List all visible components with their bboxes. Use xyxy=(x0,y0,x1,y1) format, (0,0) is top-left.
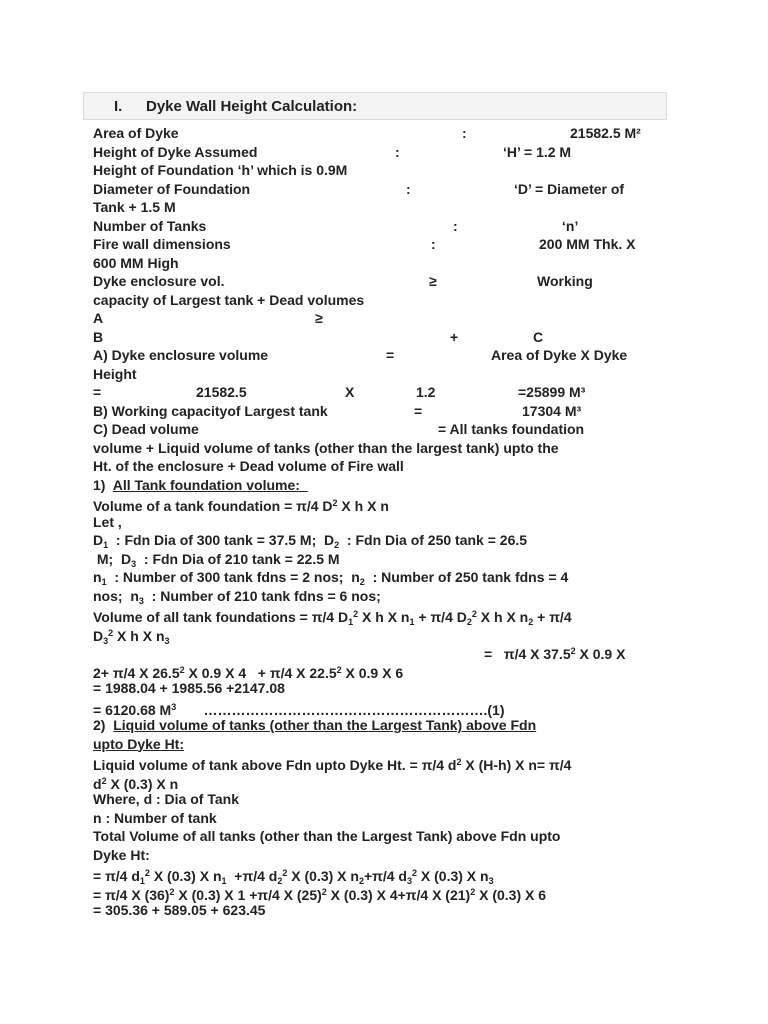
volume-sum: = 1988.04 + 1985.56 +2147.08 xyxy=(93,680,285,696)
area-colon: : xyxy=(462,125,467,141)
height-colon: : xyxy=(395,143,400,160)
total-sum-row xyxy=(93,901,673,920)
ra-equals: = xyxy=(386,347,395,363)
n-row-1 xyxy=(93,568,673,587)
step2-heading-2: upto Dyke Ht: xyxy=(93,735,184,752)
step2-heading-1: 2) Liquid volume of tanks (other than the Largest Tank) above Fdn xyxy=(93,717,537,733)
enclosure-value: Working xyxy=(537,273,593,289)
firewall-colon: : xyxy=(431,236,436,252)
total-volume-row-2 xyxy=(93,846,673,865)
diameter-value: ‘D’ = Diameter of xyxy=(514,180,625,197)
document-body xyxy=(93,124,673,920)
calc-height: 1.2 xyxy=(416,384,436,400)
step2-heading-text-1: Liquid volume of tanks (other than the Largest Tank) above Fdn xyxy=(113,717,537,733)
rc-value: = All tanks foundation xyxy=(438,421,585,437)
volume-all-row-2 xyxy=(93,624,673,646)
liquid-formula-2: $d^2$ X (0.3) X n xyxy=(93,775,179,792)
enclosure-cont-row xyxy=(93,291,673,310)
enclosure-operator: ≥ xyxy=(429,273,437,289)
total-formula-row xyxy=(93,864,673,886)
step1-heading-row xyxy=(93,476,673,495)
section-header xyxy=(83,92,667,120)
height-value: ‘H’ = 1.2 M xyxy=(503,143,572,160)
enclosure-label: Dyke enclosure vol. xyxy=(93,273,225,289)
volume-all-row-1 xyxy=(93,605,673,627)
calc-equals: = xyxy=(93,384,102,400)
volume-sum-row xyxy=(93,679,673,698)
liquid-formula-row-2 xyxy=(93,772,673,791)
total-volume-2: Dyke Ht: xyxy=(93,846,150,863)
diameter-colon: : xyxy=(406,180,411,197)
tanks-value: ‘n’ xyxy=(562,217,579,234)
area-row xyxy=(93,124,673,143)
n-definition-2: nos; $n_3$ : Number of 210 tank fdns = 6 nos; xyxy=(93,587,381,606)
height-label: Height of Dyke Assumed xyxy=(93,143,258,160)
step1-heading-text: All Tank foundation volume: xyxy=(112,476,308,493)
firewall-continuation: 600 MM High xyxy=(93,254,179,271)
enclosure-continuation: capacity of Largest tank + Dead volumes xyxy=(93,291,365,308)
volume-sub-row-1 xyxy=(93,642,673,661)
total-substitution: = π/4 X $(36)^2$ X (0.3) X 1 +π/4 X $(25)^2$ X (0.3) X 4+π/4 X $(21)^2$ X (0.3) X 6 xyxy=(93,886,547,903)
total-sum: = 305.36 + 589.05 + 623.45 xyxy=(93,902,266,918)
formula-foundation: Volume of a tank foundation = π/4 $D^2$ X h X n xyxy=(93,498,389,514)
total-formula: = π/4 $d_1^2$ X (0.3) X $n_1 +\pi/4$ $d_2^2$ X (0.3) X $n_2+\pi/4$ $d_3^2$ X (0.3) X $n_3$ xyxy=(93,868,494,886)
volume-substitution-1: = π/4 X 37.5$^2$ X 0.9 X xyxy=(484,646,626,662)
rb-value: 17304 M³ xyxy=(522,402,582,419)
total-volume-1: Total Volume of all tanks (other than the Largest Tank) above Fdn upto xyxy=(93,828,561,844)
ra-row xyxy=(93,346,673,365)
area-label: Area of Dyke xyxy=(93,125,179,141)
volume-all-formula-2: $D_3^2$ X h X $n_3$ xyxy=(93,627,170,646)
d-row-1 xyxy=(93,531,673,550)
liquid-formula-row-1 xyxy=(93,753,673,772)
calc-row xyxy=(93,383,673,402)
diameter-row xyxy=(93,180,673,199)
tanks-row xyxy=(93,217,673,236)
n-tank-text: n : Number of tank xyxy=(93,809,217,826)
rb-label: B) Working capacityof Largest tank xyxy=(93,402,328,419)
total-volume-row-1 xyxy=(93,827,673,846)
tanks-label: Number of Tanks xyxy=(93,217,207,234)
volume-result-row xyxy=(93,698,673,717)
firewall-row xyxy=(93,235,673,254)
total-substitution-row xyxy=(93,883,673,902)
diameter-cont-row xyxy=(93,198,673,217)
volume-all-formula-1: Volume of all tank foundations = π/4 $D_1^2$ X h X $n_1 + \pi/4$ $D_2^2$ X h X $n_2 + \pi/4$ xyxy=(93,609,572,627)
ra-label: A) Dyke enclosure volume xyxy=(93,347,269,363)
area-value: 21582.5 M² xyxy=(570,125,641,141)
b-plus: + xyxy=(450,328,459,345)
rc-label: C) Dead volume xyxy=(93,421,199,437)
calc-area: 21582.5 xyxy=(196,384,247,400)
ra-continuation: Height xyxy=(93,365,137,382)
firewall-value: 200 MM Thk. X xyxy=(539,236,636,252)
step1-heading: 1) All Tank foundation volume: xyxy=(93,476,308,493)
foundation-height-row xyxy=(93,161,673,180)
b-label: B xyxy=(93,328,104,345)
where-text: Where, d : Dia of Tank xyxy=(93,791,239,807)
a-operator: ≥ xyxy=(315,310,323,326)
volume-result: = 6120.68 $M^3$ …………………………………………………….(1) xyxy=(93,701,505,718)
where-row xyxy=(93,790,673,809)
let-text: Let , xyxy=(93,513,122,530)
ra-value: Area of Dyke X Dyke xyxy=(491,347,628,363)
foundation-height-text: Height of Foundation ‘h’ which is 0.9M xyxy=(93,162,348,178)
d-row-2 xyxy=(93,550,673,569)
section-number: I. xyxy=(114,98,123,115)
volume-sub-row-2 xyxy=(93,661,673,680)
n-row-2 xyxy=(93,587,673,606)
liquid-formula-1: Liquid volume of tank above Fdn upto Dyke Ht. = π/4 $d^2$ X (H-h) X n= π/4 xyxy=(93,757,572,773)
calc-times: X xyxy=(345,384,355,400)
volume-substitution-2: 2+ π/4 X 26.5$^2$ X 0.9 X 4 + π/4 X 22.5$^2$ X 0.9 X 6 xyxy=(93,664,404,681)
step2-heading-row-2 xyxy=(93,735,673,754)
d-definition-2: M; $D_3$ : Fdn Dia of 210 tank = 22.5 M xyxy=(93,550,340,569)
calc-result: =25899 M³ xyxy=(518,384,586,400)
rb-row xyxy=(93,402,673,421)
rc-cont-row-1 xyxy=(93,439,673,458)
n-tank-row xyxy=(93,809,673,828)
height-row xyxy=(93,143,673,162)
diameter-continuation: Tank + 1.5 M xyxy=(93,199,176,215)
tanks-colon: : xyxy=(453,217,458,234)
rc-row xyxy=(93,420,673,439)
formula-row-1 xyxy=(93,494,673,513)
rc-cont-row-2 xyxy=(93,457,673,476)
rb-equals: = xyxy=(414,402,423,419)
enclosure-row xyxy=(93,272,673,291)
b-row xyxy=(93,328,673,347)
diameter-label: Diameter of Foundation xyxy=(93,180,251,197)
n-definition-1: $n_1$ : Number of 300 tank fdns = 2 nos; $n_2$ : Number of 250 tank fdns = 4 xyxy=(93,569,569,587)
step2-heading-row-1 xyxy=(93,716,673,735)
rc-continuation-2: Ht. of the enclosure + Dead volume of Fire wall xyxy=(93,458,404,474)
section-title: Dyke Wall Height Calculation: xyxy=(146,98,358,115)
c-label: C xyxy=(533,328,544,345)
let-row xyxy=(93,513,673,532)
a-label: A xyxy=(93,310,104,326)
d-definition-1: $D_1$ : Fdn Dia of 300 tank = 37.5 M; $D_2$ : Fdn Dia of 250 tank = 26.5 xyxy=(93,532,528,550)
a-row xyxy=(93,309,673,328)
firewall-label: Fire wall dimensions xyxy=(93,236,231,252)
rc-continuation-1: volume + Liquid volume of tanks (other than the largest tank) upto the xyxy=(93,439,559,456)
ra-cont-row xyxy=(93,365,673,384)
firewall-cont-row xyxy=(93,254,673,273)
